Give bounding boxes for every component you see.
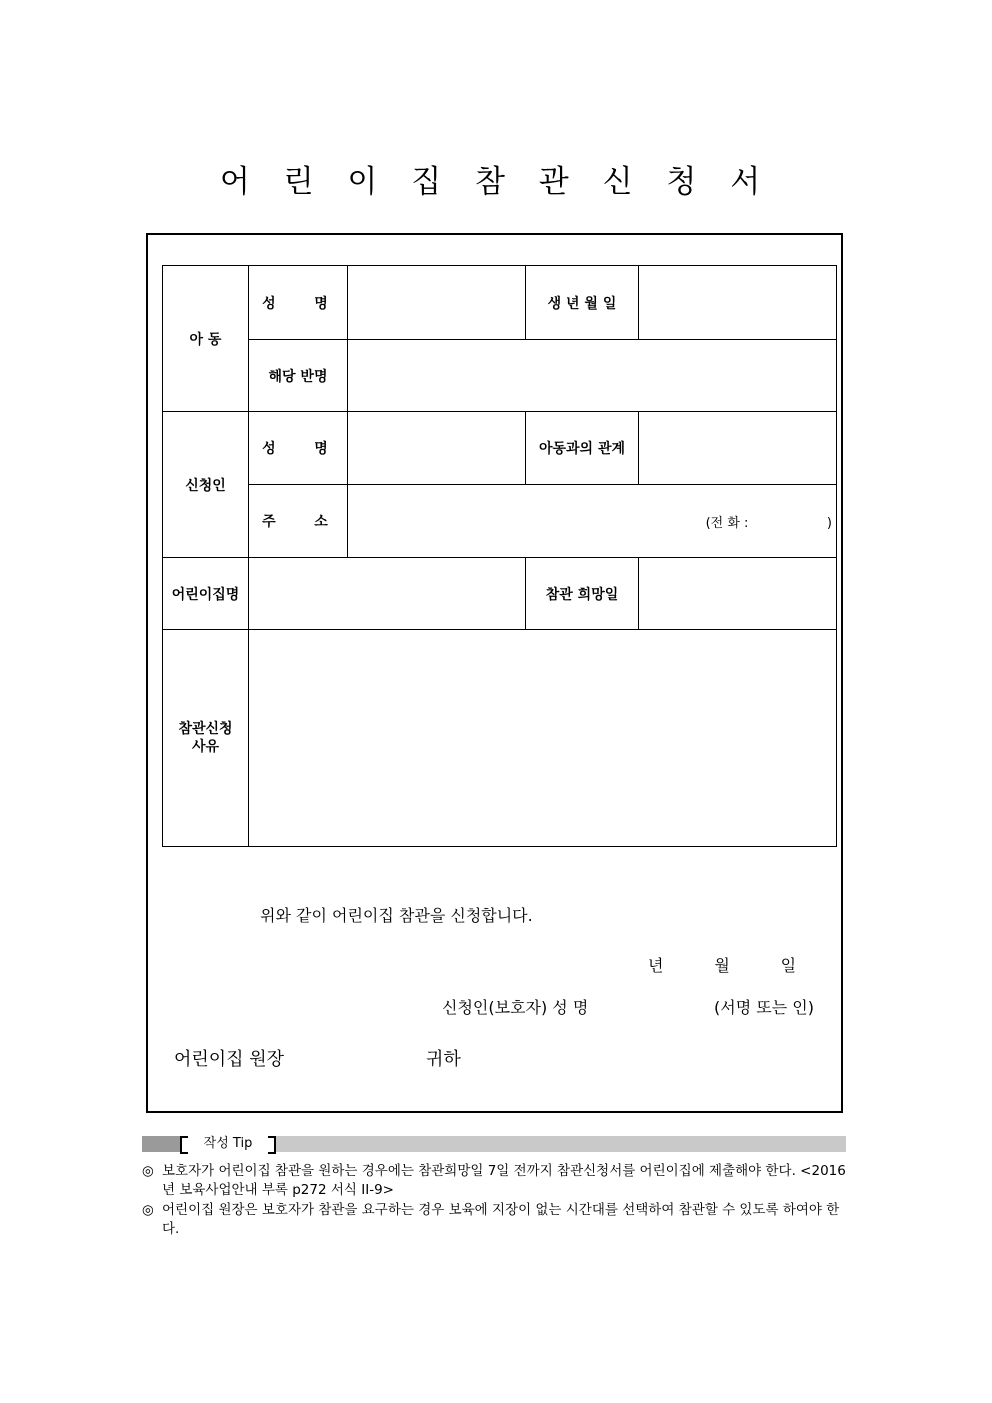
child-section-label: 아 동 — [163, 266, 249, 412]
date-line: 년 월 일 — [648, 956, 797, 975]
addressee: 어린이집 원장 — [174, 1049, 285, 1070]
tip-text: 어린이집 원장은 보호자가 참관을 요구하는 경우 보육에 지장이 없는 시간대를 선택하여 참관할 수 있도록 하여야 한다. — [162, 1202, 840, 1237]
child-birthdate-label: 생 년 월 일 — [526, 266, 639, 340]
phone-label: (전 화 : ) — [705, 515, 832, 531]
visit-date-field[interactable] — [639, 558, 837, 630]
address-field[interactable] — [348, 485, 837, 558]
bullet-icon: ◎ — [142, 1163, 154, 1179]
child-class-label: 해당 반명 — [249, 340, 348, 412]
form-title: 어 린 이 집 참 관 신 청 서 — [219, 164, 773, 200]
daycare-name-field[interactable] — [249, 558, 526, 630]
honorific: 귀하 — [426, 1049, 461, 1070]
child-name-field[interactable] — [348, 266, 526, 340]
tip-item — [142, 1162, 846, 1200]
relation-field[interactable] — [639, 412, 837, 485]
reason-label: 참관신청 사유 — [163, 630, 249, 847]
bullet-icon: ◎ — [142, 1202, 154, 1218]
application-table — [162, 265, 837, 847]
applicant-section-label: 신청인 — [163, 412, 249, 558]
applicant-name-field[interactable] — [348, 412, 526, 485]
tip-title: 작성 Tip — [180, 1136, 276, 1152]
tip-header-bar — [142, 1136, 846, 1152]
visit-date-label: 참관 희망일 — [526, 558, 639, 630]
tip-list — [142, 1162, 846, 1240]
relation-label: 아동과의 관계 — [526, 412, 639, 485]
address-label: 주 소 — [249, 485, 348, 558]
signer-line: 신청인(보호자) 성 명 — [442, 998, 589, 1017]
child-birthdate-field[interactable] — [639, 266, 837, 340]
application-statement: 위와 같이 어린이집 참관을 신청합니다. — [260, 906, 533, 925]
applicant-name-label: 성 명 — [249, 412, 348, 485]
tip-bar-accent — [142, 1136, 180, 1152]
form-frame — [146, 233, 843, 1113]
signature-hint: (서명 또는 인) — [714, 998, 814, 1017]
child-class-field[interactable] — [348, 340, 837, 412]
tip-item — [142, 1201, 846, 1239]
reason-field[interactable] — [249, 630, 837, 847]
daycare-name-label: 어린이집명 — [163, 558, 249, 630]
child-name-label: 성 명 — [249, 266, 348, 340]
tip-text: 보호자가 어린이집 참관을 원하는 경우에는 참관희망일 7일 전까지 참관신청서를 어린이집에 제출해야 한다. <2016년 보육사업안내 부록 p272 서식 II-9> — [162, 1163, 846, 1198]
